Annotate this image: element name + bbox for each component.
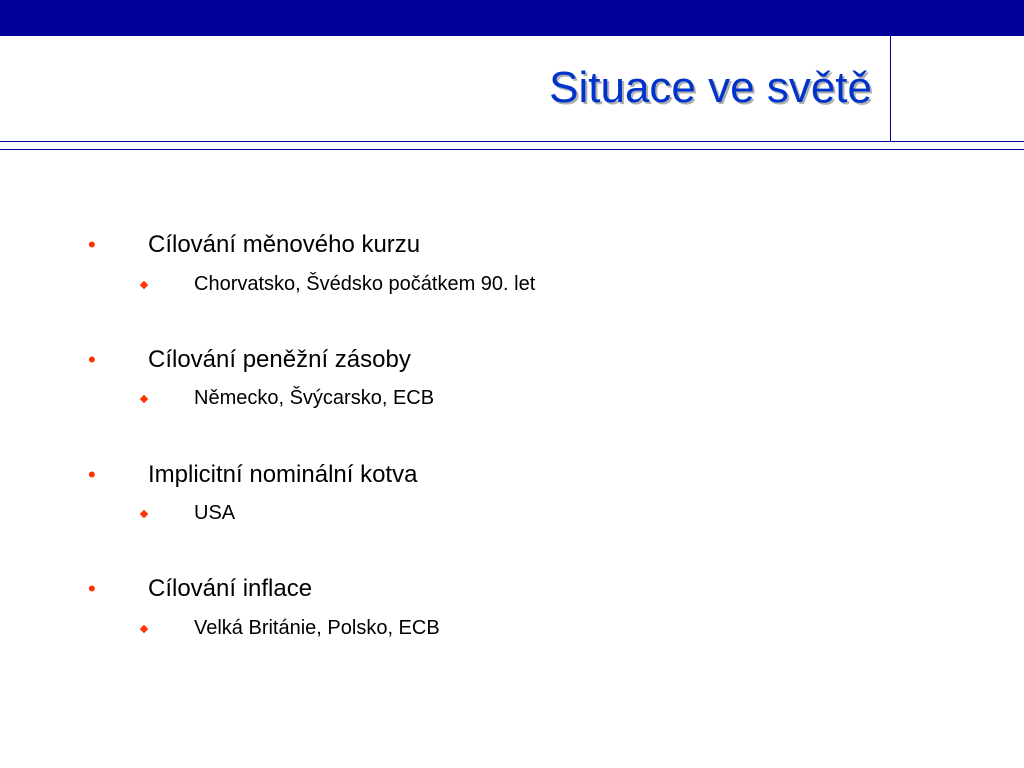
diamond-bullet-icon — [140, 625, 148, 633]
sub-list-item-label: Německo, Švýcarsko, ECB — [194, 387, 435, 409]
list-item-label: Cílování měnového kurzu — [148, 231, 421, 258]
sub-list-item-label: USA — [194, 502, 236, 524]
bullet-icon: • — [88, 347, 96, 372]
diamond-bullet-icon — [140, 395, 148, 403]
diamond-bullet-icon — [140, 510, 148, 518]
list-item-label: Cílování inflace — [148, 575, 313, 602]
diamond-bullet-icon — [140, 281, 148, 289]
sub-list-item — [140, 500, 840, 526]
list-item — [88, 345, 788, 375]
list-item — [88, 574, 788, 604]
sub-list-item — [140, 271, 840, 297]
slide-title: Situace ve světě — [549, 63, 872, 112]
sub-list-item-label: Chorvatsko, Švédsko počátkem 90. let — [194, 273, 536, 295]
bullet-icon: • — [88, 232, 96, 257]
bullet-icon: • — [88, 576, 96, 601]
list-item-label: Implicitní nominální kotva — [148, 461, 418, 488]
sub-list-item — [140, 615, 840, 641]
sub-list-item-label: Velká Británie, Polsko, ECB — [194, 617, 440, 639]
list-item-label: Cílování peněžní zásoby — [148, 346, 411, 373]
bullet-icon: • — [88, 462, 96, 487]
sub-list-item — [140, 385, 840, 411]
list-item — [88, 460, 788, 490]
list-item — [88, 230, 788, 260]
